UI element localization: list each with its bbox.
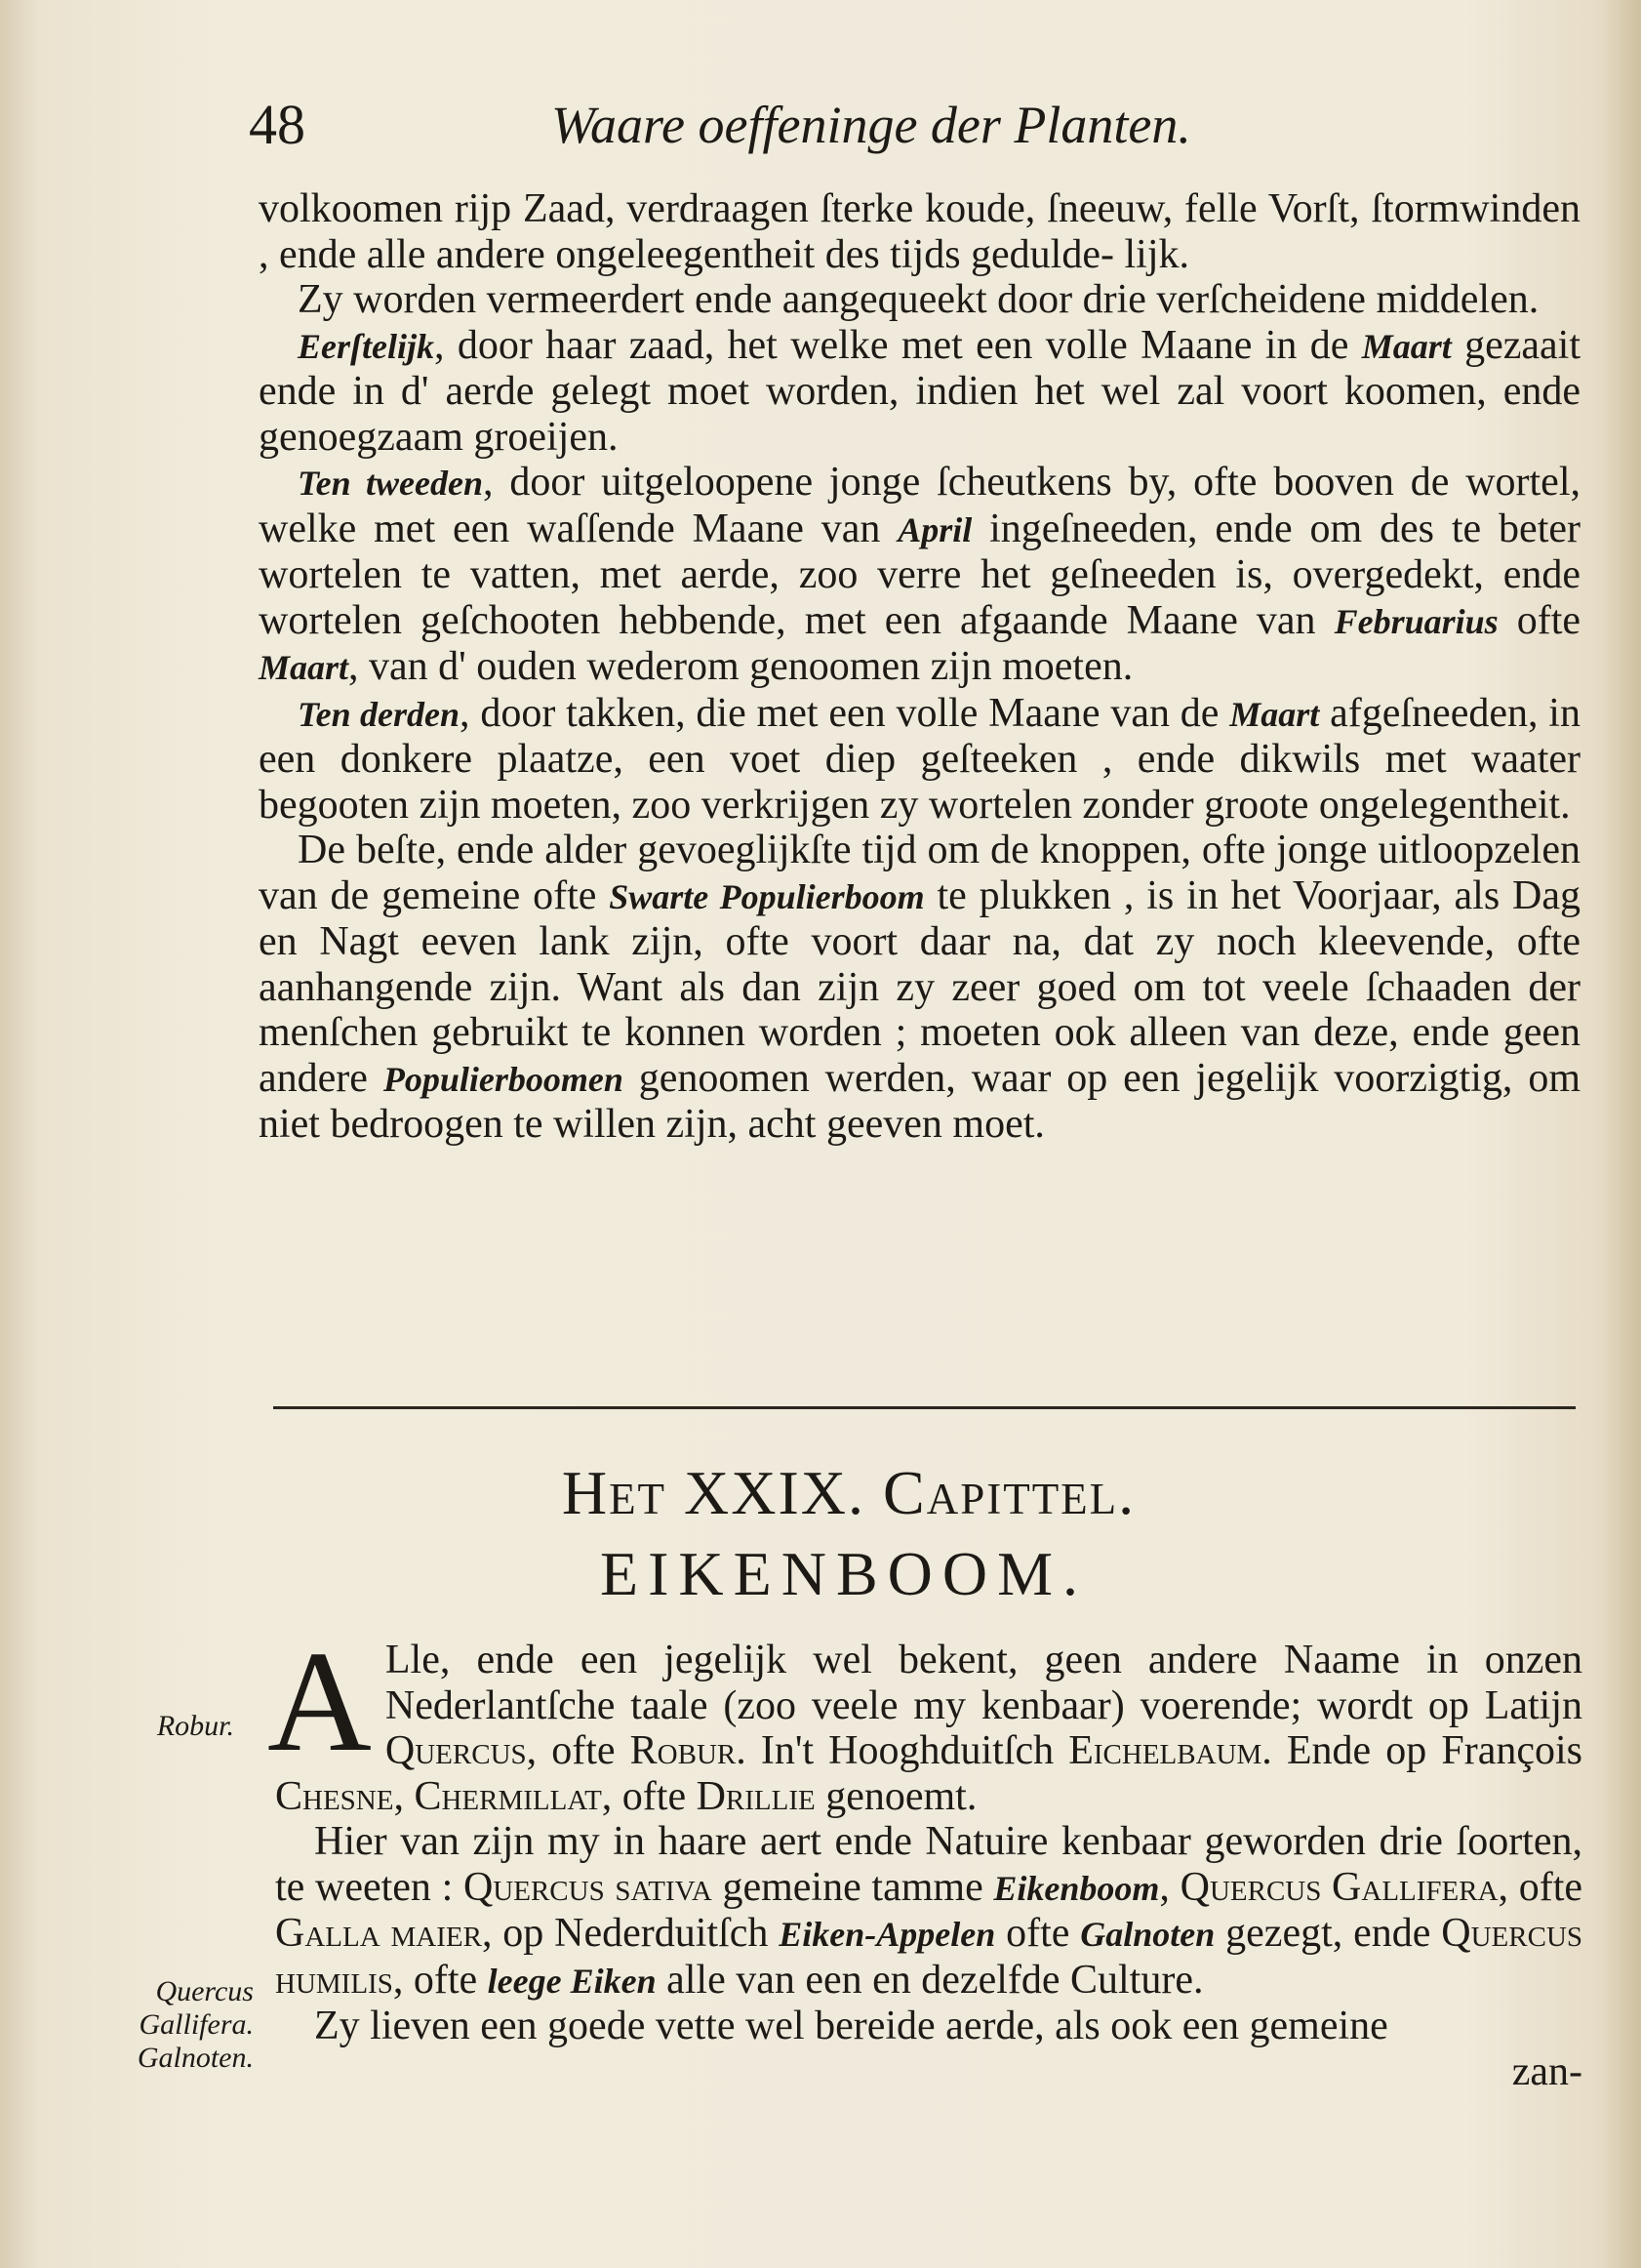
- paragraph: volkoomen rijp Zaad, verdraagen ſterke koude, ſneeuw, felle Vorſt, ſtormwinden , ende alle andere ongeleegentheit des tijds gedulde- lijk.: [259, 186, 1581, 277]
- paragraph: Ten tweeden, door uitgeloopene jonge ſcheutkens by, ofte booven de wortel, welke met een waſſende Maane van April ingeſneeden, ende om des te beter wortelen te vatten, met aerde, zoo verre het geſneeden is, overgedekt, ende wortelen geſchooten hebbende, met een afgaande Maane van Februarius ofte Maart, van d' ouden wederom genoomen zijn moeten.: [259, 460, 1581, 689]
- running-title: Waare oeffeninge der Planten.: [551, 96, 1191, 154]
- paragraph: Ten derden, door takken, die met een volle Maane van de Maart afgeſneeden, in een donkere plaatze, een voet diep geſteeken , ende dikwils met waater begooten zijn moeten, zoo verkrijgen zy wortelen zonder groote ongelegentheit.: [259, 690, 1581, 828]
- paragraph: Zy worden vermeerdert ende aangequeekt door drie verſcheidene middelen.: [298, 277, 1540, 322]
- paragraph: A Lle, ende een jegelijk wel bekent, geen andere Naame in onzen Nederlantſche taale (zoo veele my kenbaar) voerende; wordt op Latijn Quercus, ofte Robur. In't Hooghduitſch Eichelbaum. Ende op François Chesne, Chermillat, ofte Drillie genoemt.: [267, 1622, 1583, 1819]
- paragraph: Eerſtelijk, door haar zaad, het welke met een volle Maane in de Maart gezaait ende in d' aerde gelegt moet worden, indien het wel zal voort koomen, ende genoegzaam groeijen.: [259, 322, 1581, 460]
- margin-note-robur: Robur.: [156, 1710, 234, 1742]
- chapter-title: EIKENBOOM.: [600, 1539, 1088, 1608]
- paragraph: Hier van zijn my in haare aert ende Natuire kenbaar geworden drie ſoorten, te weeten : Quercus sativa gemeine tamme Eikenboom, Quercus Gallifera, ofte Galla maier, op Nederduitſch Eiken-Appelen ofte Galnoten gezegt, ende Quercus humilis, ofte leege Eiken alle van een en dezelfde Culture.: [275, 1819, 1583, 2003]
- page-header: [249, 93, 1585, 156]
- section-divider: [273, 1406, 1576, 1409]
- page-number: 48: [249, 93, 305, 156]
- drop-cap: A: [267, 1622, 372, 1782]
- catchword: zan-: [1511, 2048, 1582, 2094]
- body-text-chapter: [267, 1622, 1583, 2094]
- chapter-heading: Het XXIX. Capittel.: [561, 1458, 1137, 1527]
- margin-note-quercus: Quercus Gallifera. Galnoten.: [137, 1975, 254, 2074]
- paragraph: Zy lieven een goede vette wel bereide aerde, als ook een gemeine: [314, 2004, 1388, 2048]
- body-text-upper: [259, 186, 1581, 1148]
- paragraph: De beſte, ende alder gevoeglijkſte tijd om de knoppen, ofte jonge uitloopzelen van de gemeine ofte Swarte Populierboom te plukken , is in het Voorjaar, als Dag en Nagt eeven lank zijn, ofte voort daar na, dat zy noch kleevende, ofte aanhangende zijn. Want als dan zijn zy zeer goed om tot veele ſchaaden der menſchen gebruikt te konnen worden ; moeten ook alleen van deze, ende geen andere Populierboomen genoomen werden, waar op een jegelijk voorzigtig, om niet bedroogen te willen zijn, acht geeven moet.: [259, 828, 1581, 1147]
